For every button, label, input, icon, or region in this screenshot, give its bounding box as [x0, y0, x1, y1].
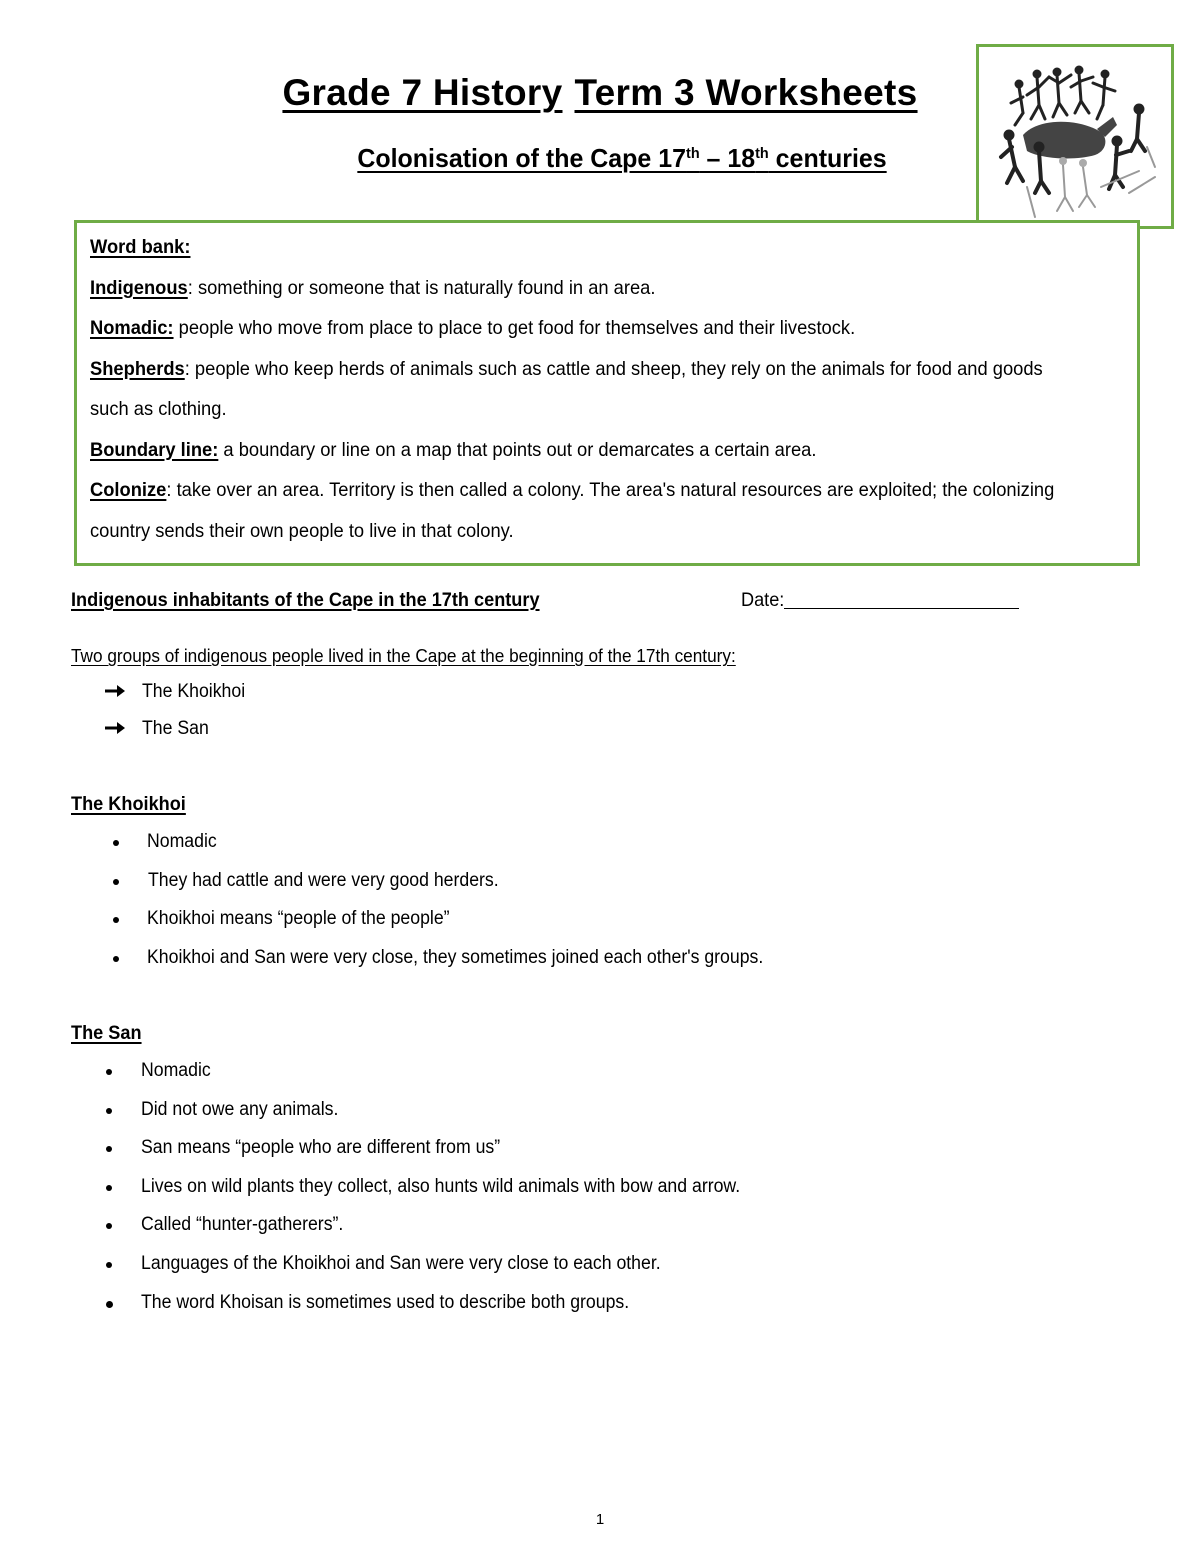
list-item: Languages of the Khoikhoi and San were very close to each other. — [106, 1253, 785, 1292]
list-item: The Khoikhoi — [104, 681, 253, 718]
list-item: San means “people who are different from us” — [106, 1137, 785, 1176]
arrow-right-icon — [104, 720, 126, 736]
bullet-icon — [106, 1108, 112, 1114]
bullet-icon — [106, 1301, 113, 1308]
groups-list — [104, 681, 253, 755]
khoikhoi-heading: The Khoikhoi — [71, 793, 186, 815]
bullet-icon — [106, 1069, 112, 1075]
word-bank-entry-boundary-line: Boundary line: a boundary or line on a map that points out or demarcates a certain area. — [90, 438, 817, 461]
bullet-icon — [106, 1223, 112, 1229]
list-item: Did not owe any animals. — [106, 1099, 785, 1138]
page-number: 1 — [595, 1511, 605, 1528]
list-item: Nomadic — [106, 1060, 785, 1099]
word-bank-entry-nomadic: Nomadic: people who move from place to place to get food for themselves and their livestock. — [90, 317, 856, 339]
inhabitants-heading: Indigenous inhabitants of the Cape in the 17th century — [71, 589, 540, 611]
date-blank-line[interactable] — [784, 608, 1019, 609]
san-heading: The San — [71, 1022, 142, 1044]
san-points — [106, 1060, 785, 1330]
inhabitants-intro: Two groups of indigenous people lived in the Cape at the beginning of the 17th century: — [71, 645, 736, 666]
date-label: Date: — [741, 589, 785, 611]
word-bank-entry-shepherds: Shepherds: people who keep herds of animals such as cattle and sheep, they rely on the animals for food and goods such as clothing. — [90, 357, 1043, 420]
page-subtitle: Colonisation of the Cape 17th – 18th centuries — [357, 143, 887, 173]
word-bank-entry-indigenous: Indigenous: something or someone that is naturally found in an area. — [90, 276, 656, 299]
bullet-icon — [106, 1146, 112, 1152]
list-item: Called “hunter-gatherers”. — [106, 1214, 785, 1253]
list-item: They had cattle and were very good herders. — [113, 870, 810, 909]
bullet-icon — [113, 879, 119, 885]
rock-art-figures-image — [976, 44, 1174, 229]
list-item: Lives on wild plants they collect, also hunts wild animals with bow and arrow. — [106, 1176, 785, 1215]
list-item: Khoikhoi and San were very close, they sometimes joined each other's groups. — [113, 947, 810, 986]
khoikhoi-points — [113, 831, 810, 985]
bullet-icon — [113, 840, 119, 846]
bullet-icon — [106, 1262, 112, 1268]
list-item: Khoikhoi means “people of the people” — [113, 908, 810, 947]
page-title: Grade 7 History Term 3 Worksheets — [282, 72, 918, 113]
rock-art-illustration — [979, 47, 1171, 226]
word-bank-heading: Word bank: — [90, 236, 191, 258]
bullet-icon — [106, 1185, 112, 1191]
list-item: The word Khoisan is sometimes used to describe both groups. — [106, 1292, 785, 1331]
bullet-icon — [113, 956, 119, 962]
list-item: Nomadic — [113, 831, 810, 870]
word-bank-content — [90, 227, 1068, 551]
list-item: The San — [104, 718, 253, 755]
bullet-icon — [113, 917, 119, 923]
arrow-right-icon — [104, 683, 126, 699]
word-bank-entry-colonize: Colonize: take over an area. Territory is then called a colony. The area's natural resources are exploited; the colonizing country sends their own people to live in that colony. — [90, 479, 1055, 542]
